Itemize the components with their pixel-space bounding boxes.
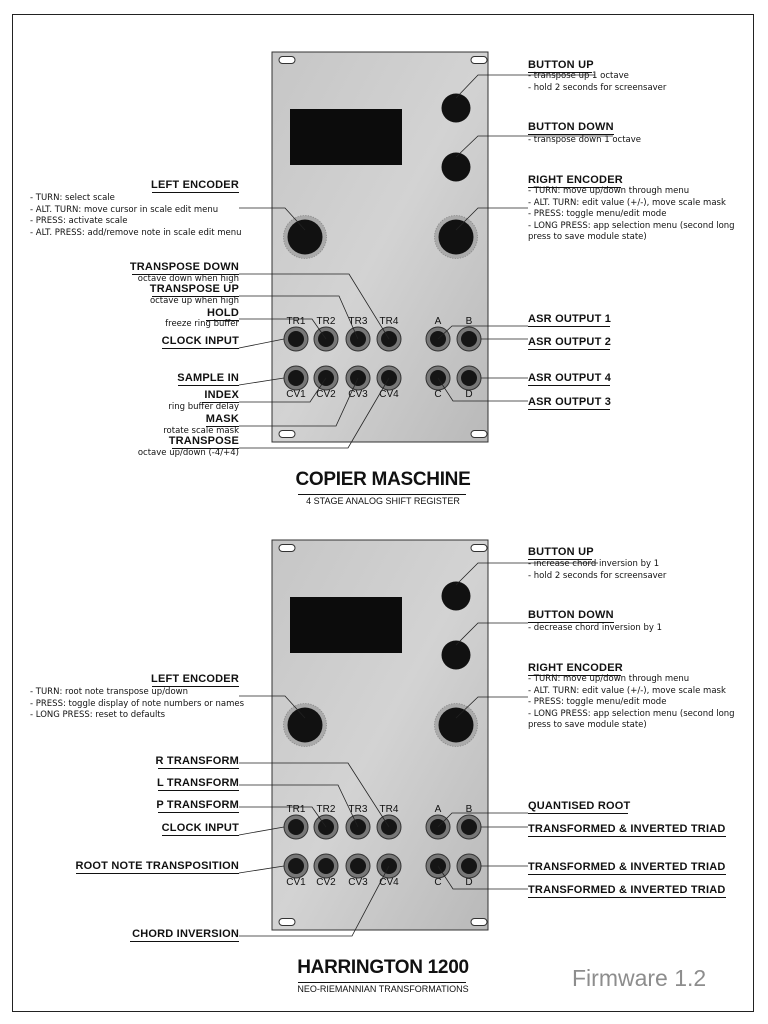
mounting-hole — [471, 57, 487, 64]
r-transform-label-underline — [158, 768, 239, 769]
left-encoder-label: LEFT ENCODER — [151, 673, 239, 685]
mounting-hole — [279, 57, 295, 64]
left-encoder-desc-line: - ALT. PRESS: add/remove note in scale edit menu — [30, 227, 242, 238]
left-encoder-desc-line: - LONG PRESS: reset to defaults — [30, 710, 166, 720]
transpose-down-label: TRANSPOSE DOWN — [129, 261, 239, 273]
l-transform-label-underline — [158, 790, 239, 791]
mask-label: MASK — [205, 413, 239, 425]
jack-label-tr1: TR1 — [286, 804, 306, 815]
asr-output-1-label: ASR OUTPUT 1 — [528, 313, 612, 325]
triad-b-label: TRANSFORMED & INVERTED TRIAD — [528, 823, 726, 835]
mounting-hole — [471, 545, 487, 552]
jack — [350, 858, 366, 874]
jack — [461, 819, 477, 835]
asr-output-4-label-underline — [528, 385, 610, 386]
clock-input-label-underline — [162, 348, 239, 349]
transpose-up-label: TRANSPOSE UP — [149, 283, 239, 295]
mounting-hole — [471, 919, 487, 926]
jack-label-cv2: CV2 — [316, 389, 336, 400]
button-up-label: BUTTON UP — [528, 59, 594, 71]
hold-desc-line: freeze ring buffer — [165, 319, 239, 329]
jack — [318, 858, 334, 874]
jack-label-tr4: TR4 — [379, 316, 399, 327]
jack-label-cv1: CV1 — [286, 389, 306, 400]
root-note-transposition-label: ROOT NOTE TRANSPOSITION — [75, 860, 239, 872]
left-encoder-desc-line: - PRESS: activate scale — [30, 216, 128, 226]
right-encoder-label: RIGHT ENCODER — [528, 174, 623, 186]
left-encoder-desc — [30, 193, 242, 239]
right-encoder-desc-line: press to save module state) — [528, 232, 647, 242]
asr-output-2-label-underline — [528, 349, 610, 350]
r-transform-label: R TRANSFORM — [155, 755, 239, 767]
hold-desc — [165, 319, 239, 331]
button-down-desc-line: - decrease chord inversion by 1 — [528, 623, 662, 633]
triad-c-label-underline — [528, 897, 726, 898]
transpose-desc — [138, 448, 239, 460]
jack-label-tr2: TR2 — [316, 316, 336, 327]
asr-output-3-label-underline — [528, 409, 610, 410]
asr-output-4-label: ASR OUTPUT 4 — [528, 372, 612, 384]
jack — [288, 819, 304, 835]
jack-label-d: D — [465, 389, 473, 400]
left-encoder-desc — [30, 687, 244, 722]
jack-label-c: C — [434, 389, 442, 400]
asr-output-3-label: ASR OUTPUT 3 — [528, 396, 612, 408]
triad-d-label-underline — [528, 874, 726, 875]
transpose-up-desc-line: octave up when high — [149, 296, 239, 306]
firmware-version: Firmware 1.2 — [572, 965, 707, 991]
button-down-desc — [528, 623, 662, 635]
jack — [288, 858, 304, 874]
jack-label-tr1: TR1 — [286, 316, 306, 327]
button-up-desc-line: - transpose up 1 octave — [528, 71, 629, 81]
left-encoder-knob — [288, 708, 323, 743]
mask-desc-line: rotate scale mask — [163, 426, 239, 436]
module-title: COPIER MASCHINE — [295, 469, 471, 490]
oled-screen — [290, 597, 402, 653]
mounting-hole — [471, 431, 487, 438]
right-encoder-knob — [439, 220, 474, 255]
module-title: HARRINGTON 1200 — [297, 957, 469, 978]
jack-label-tr4: TR4 — [379, 804, 399, 815]
button-down-label: BUTTON DOWN — [528, 609, 614, 621]
hold-label: HOLD — [207, 307, 239, 319]
p-transform-label-underline — [158, 812, 239, 813]
p-transform-label: P TRANSFORM — [156, 799, 239, 811]
button-up-desc-line: - hold 2 seconds for screensaver — [528, 82, 667, 93]
module-subtitle: NEO-RIEMANNIAN TRANSFORMATIONS — [297, 984, 469, 994]
jack — [461, 331, 477, 347]
sample-in-label: SAMPLE IN — [177, 372, 239, 384]
asr-output-1-label-underline — [528, 326, 610, 327]
index-desc-line: ring buffer delay — [168, 402, 239, 412]
button-down-desc-line: - transpose down 1 octave — [528, 135, 641, 145]
module-title-underline — [298, 982, 466, 983]
jack-label-cv4: CV4 — [379, 389, 399, 400]
button-up-desc-line: - hold 2 seconds for screensaver — [528, 570, 667, 581]
clock-input-label: CLOCK INPUT — [161, 822, 239, 834]
jack-label-tr3: TR3 — [348, 804, 368, 815]
right-encoder-desc-line: - LONG PRESS: app selection menu (second long — [528, 708, 735, 719]
jack — [461, 858, 477, 874]
right-encoder-desc-line: - LONG PRESS: app selection menu (second long — [528, 220, 735, 231]
index-label: INDEX — [204, 389, 239, 401]
right-encoder-desc-line: - PRESS: toggle menu/edit mode — [528, 209, 667, 219]
clock-input-label: CLOCK INPUT — [161, 335, 239, 347]
index-desc — [168, 402, 239, 414]
jack-label-b: B — [465, 316, 473, 327]
right-encoder-desc-line: - PRESS: toggle menu/edit mode — [528, 697, 667, 707]
jack-label-cv1: CV1 — [286, 877, 306, 888]
right-encoder-desc-line: - ALT. TURN: edit value (+/-), move scale mask — [528, 685, 726, 696]
clock-input-label-underline — [162, 835, 239, 836]
jack-label-tr2: TR2 — [316, 804, 336, 815]
jack-label-d: D — [465, 877, 473, 888]
button-up — [442, 582, 471, 611]
mounting-hole — [279, 545, 295, 552]
quantised-root-label-underline — [528, 813, 628, 814]
chord-inversion-label: CHORD INVERSION — [132, 928, 239, 940]
left-encoder-label: LEFT ENCODER — [151, 179, 239, 191]
right-encoder-desc-line: - ALT. TURN: edit value (+/-), move scale mask — [528, 197, 726, 208]
right-encoder-desc-line: - TURN: move up/down through menu — [528, 186, 690, 196]
right-encoder-desc — [528, 674, 735, 732]
transpose-label: TRANSPOSE — [168, 435, 239, 447]
button-up-label: BUTTON UP — [528, 546, 594, 558]
jack-label-b: B — [465, 804, 473, 815]
left-encoder-desc-line: - PRESS: toggle display of note numbers or names — [30, 698, 245, 709]
jack-label-c: C — [434, 877, 442, 888]
right-encoder-desc — [528, 186, 735, 244]
transpose-up-desc — [150, 296, 239, 308]
button-up-desc — [528, 71, 666, 94]
right-encoder-label: RIGHT ENCODER — [528, 662, 623, 674]
button-down-label: BUTTON DOWN — [528, 121, 614, 133]
jack — [461, 370, 477, 386]
chord-inversion-label-underline — [130, 941, 239, 942]
jack-label-cv4: CV4 — [379, 877, 399, 888]
left-encoder-desc-line: - ALT. TURN: move cursor in scale edit menu — [30, 204, 219, 215]
root-note-transposition-label-underline — [76, 873, 239, 874]
button-up-desc — [528, 559, 666, 582]
jack-label-a: A — [434, 316, 442, 327]
quantised-root-label: QUANTISED ROOT — [528, 800, 631, 812]
mounting-hole — [279, 431, 295, 438]
button-down-desc — [528, 135, 641, 147]
module-subtitle: 4 STAGE ANALOG SHIFT REGISTER — [306, 496, 460, 506]
button-up-desc-line: - increase chord inversion by 1 — [528, 559, 660, 569]
jack-label-tr3: TR3 — [348, 316, 368, 327]
left-encoder-desc-line: - TURN: select scale — [30, 193, 115, 203]
transpose-desc-line: octave up/down (-4/+4) — [137, 448, 239, 458]
right-encoder-desc-line: press to save module state) — [528, 720, 647, 730]
triad-c-label: TRANSFORMED & INVERTED TRIAD — [528, 884, 726, 896]
right-encoder-desc-line: - TURN: move up/down through menu — [528, 674, 690, 684]
triad-d-label: TRANSFORMED & INVERTED TRIAD — [528, 861, 726, 873]
jack-label-cv3: CV3 — [348, 389, 368, 400]
jack-label-cv3: CV3 — [348, 877, 368, 888]
triad-b-label-underline — [528, 836, 726, 837]
module-title-underline — [298, 494, 466, 495]
sample-in-label-underline — [178, 385, 239, 386]
asr-output-2-label: ASR OUTPUT 2 — [528, 336, 612, 348]
jack — [288, 370, 304, 386]
left-encoder-knob — [288, 220, 323, 255]
transpose-down-desc-line: octave down when high — [137, 274, 239, 284]
jack — [288, 331, 304, 347]
right-encoder-knob — [439, 708, 474, 743]
oled-screen — [290, 109, 402, 165]
left-encoder-desc-line: - TURN: root note transpose up/down — [30, 687, 188, 697]
l-transform-label: L TRANSFORM — [156, 777, 239, 789]
jack-label-a: A — [434, 804, 442, 815]
mounting-hole — [279, 919, 295, 926]
jack-label-cv2: CV2 — [316, 877, 336, 888]
